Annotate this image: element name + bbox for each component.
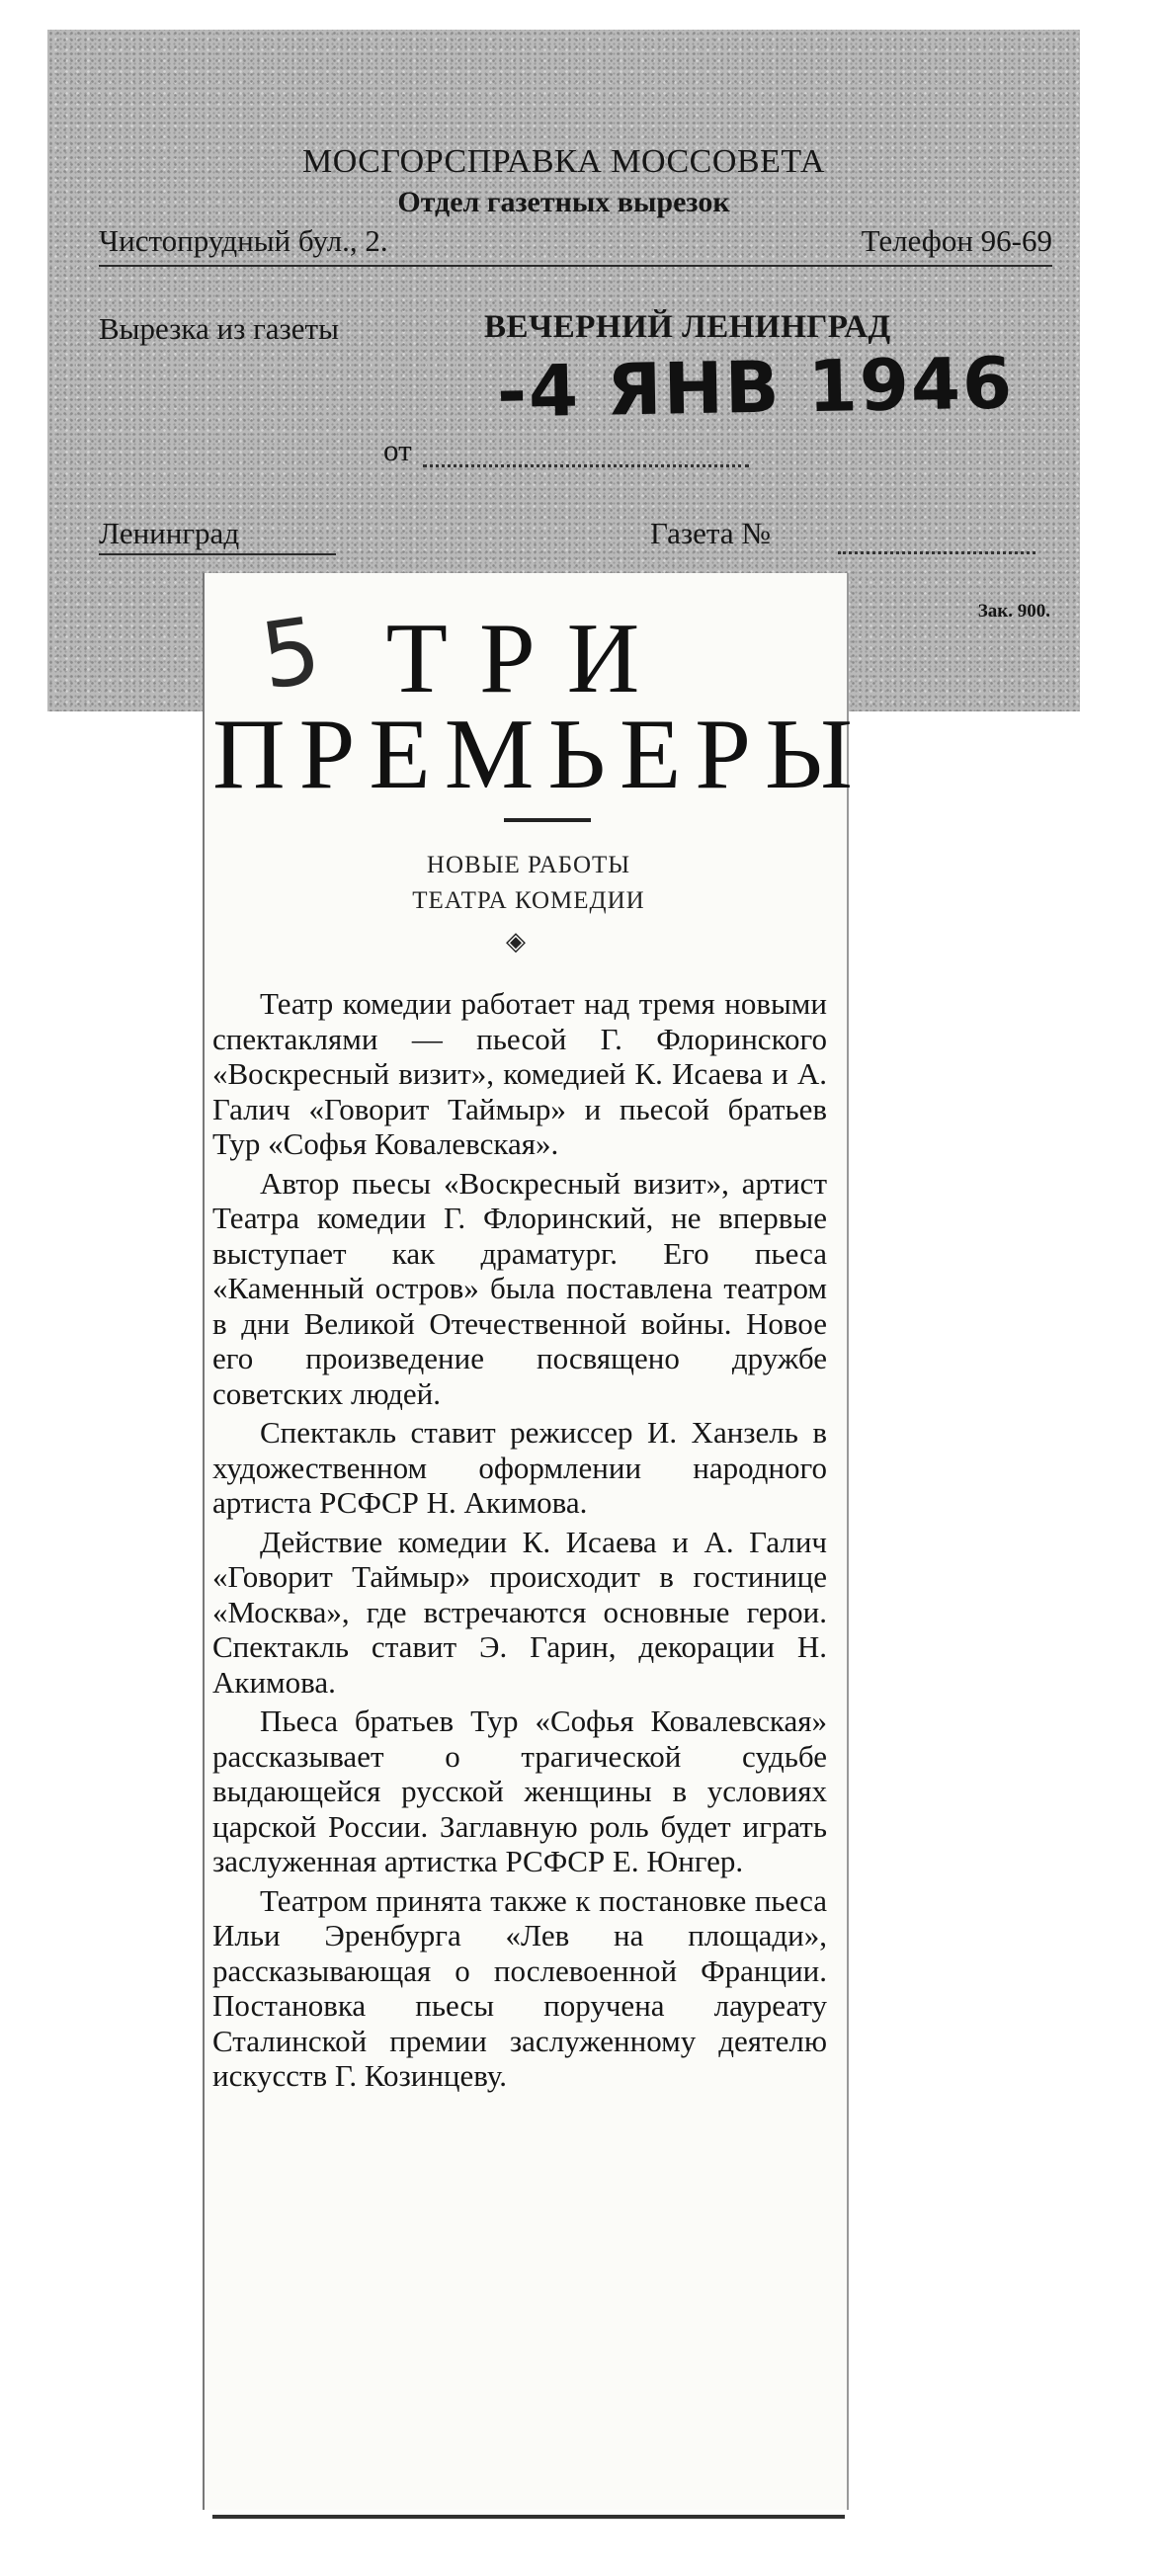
date-stamp: -4 ЯНВ 1946 [496,341,1015,434]
order-number: Зак. 900. [977,601,1050,622]
article-body [212,986,827,2098]
ornament-icon: ◈ [506,927,526,956]
headline-rule [504,818,591,822]
bureau-phone: Телефон 96-69 [861,223,1052,258]
newspaper-name: ВЕЧЕРНИЙ ЛЕНИНГРАД [484,309,891,345]
headline-line-1: ТРИ [385,603,672,714]
handwritten-number: 5 [254,597,327,710]
article-paragraph: Автор пьесы «Воскресный визит», артист Театра комедии Г. Флоринский, не впервые выступает как драматург. Его пьеса «Каменный остров» была поставлена театром в дни Великой Отечественной войны. Новое его произведение посвящено дружбе советских людей. [212,1165,827,1411]
clipping-bottom-rule [212,2515,845,2519]
subhead-line-2: ТЕАТРА КОМЕДИИ [412,887,645,914]
bureau-name: МОСГОРСПРАВКА МОССОВЕТА [301,143,825,180]
date-from-label: от [383,433,412,467]
city-underline [99,553,336,555]
bureau-address: Чистопрудный бул., 2. [99,223,388,258]
paper-number-dotted-line [838,551,1035,554]
headline-line-2: ПРЕМЬЕРЫ [212,699,867,810]
city-label: Ленинград [99,516,240,550]
clipping-from-label: Вырезка из газеты [99,311,339,346]
article-paragraph: Пьеса братьев Тур «Софья Ковалевская» рассказывает о трагической судьбе выдающейся русской женщины в условиях царской России. Заглавную роль будет играть заслуженная артистка РСФСР Е. Юнгер. [212,1703,827,1878]
article-paragraph: Действие комедии К. Исаева и А. Галич «Говорит Таймыр» происходит в гостинице «Москва», где встречаются основные герои. Спектакль ставит Э. Гарин, декорации Н. Акимова. [212,1524,827,1700]
article-paragraph: Театр комедии работает над тремя новыми спектаклями — пьесой Г. Флоринского «Воскресный визит», комедией К. Исаева и А. Галич «Говорит Таймыр» и пьесой братьев Тур «Софья Ковалевская». [212,986,827,1161]
article-paragraph: Театром принята также к постановке пьеса Ильи Эренбурга «Лев на площади», рассказывающая о послевоенной Франции. Постановка пьесы поручена лауреату Сталинской премии заслуженному деятелю искусств Г. Козинцеву. [212,1882,827,2093]
department-name: Отдел газетных вырезок [397,186,730,218]
article-paragraph: Спектакль ставит режиссер И. Ханзель в художественном оформлении народного артиста РСФСР Н. Акимова. [212,1415,827,1520]
date-dotted-line [423,464,749,467]
subhead-line-1: НОВЫЕ РАБОТЫ [426,852,631,878]
form-divider [99,265,1052,267]
paper-number-label: Газета № [650,516,771,550]
